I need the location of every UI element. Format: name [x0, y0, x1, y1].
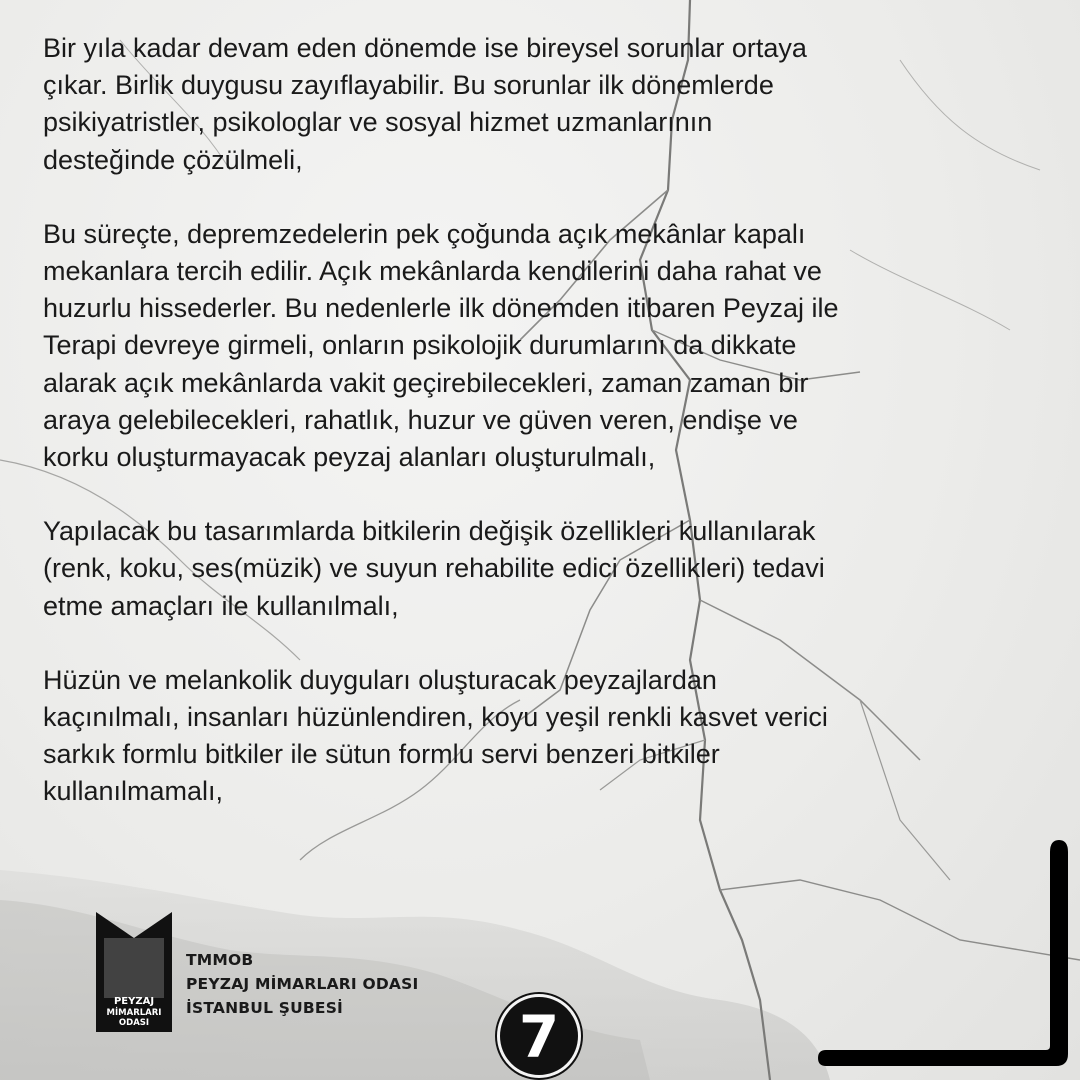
logo-text-mimarlari: MİMARLARI [106, 1008, 162, 1018]
organization-name [186, 948, 418, 1020]
paragraph-plant-design: Yapılacak bu tasarımlarda bitkilerin değişik özellikleri kullanılarak (renk, koku, ses(müzik) ve suyun rehabilite edici özellikleri) tedavi etme amaçları ile kullanılmalı, [43, 516, 825, 621]
page-number: 7 [518, 1003, 560, 1071]
body-text [43, 30, 1030, 848]
paragraph-avoid-melancholy: Hüzün ve melankolik duyguları oluşturacak peyzajlardan kaçınılmalı, insanları hüzünlendiren, koyu yeşil renkli kasvet verici sarkık formlu bitkiler ile sütun formlu servi benzeri bitkiler kullanılmamalı, [43, 664, 828, 807]
logo-text-peyzaj: PEYZAJ [113, 996, 155, 1007]
landscape-architects-chamber-logo [96, 912, 172, 1032]
paragraph-individual-problems: Bir yıla kadar devam eden dönemde ise bireysel sorunlar ortaya çıkar. Birlik duygusu zayıflayabilir. Bu sorunlar ilk dönemlerde psikiyatristler, psikologlar ve sosyal hizmet uzmanlarının desteğinde çözülmeli, [43, 33, 807, 175]
organization-line-chamber: PEYZAJ MİMARLARI ODASI [186, 975, 419, 993]
organization-line-tmmob: TMMOB [186, 951, 254, 969]
organization-line-branch: İSTANBUL ŞUBESİ [186, 999, 344, 1017]
logo-text-odasi: ODASI [118, 1018, 150, 1028]
paragraph-open-spaces: Bu süreçte, depremzedelerin pek çoğunda açık mekânlar kapalı mekanlara tercih edilir. Açık mekânlarda kendilerini daha rahat ve huzurlu hissederler. Bu nedenlerle ilk dönemden itibaren Peyzaj ile Terapi devreye girmeli, onların psikolojik durumlarını da dikkate alarak açık mekânlarda vakit geçirebilecekleri, zaman zaman bir araya gelebilecekleri, rahatlık, huzur ve güven veren, endişe ve korku oluşturmayacak peyzaj alanları oluşturulmalı, [43, 218, 839, 473]
corner-frame [818, 840, 1080, 1080]
page-number-badge [497, 994, 581, 1078]
